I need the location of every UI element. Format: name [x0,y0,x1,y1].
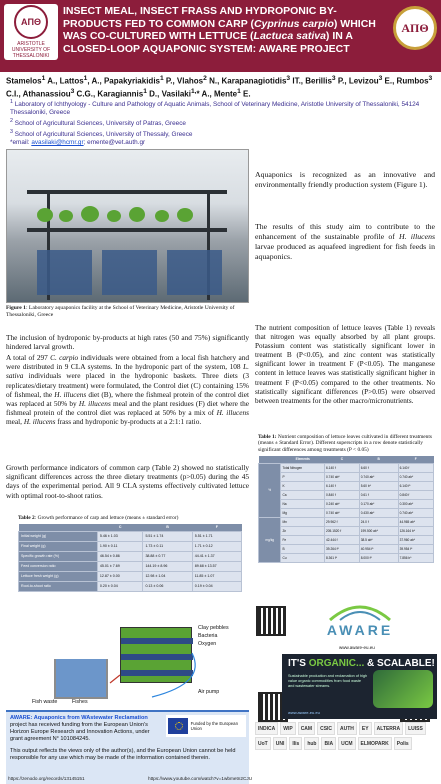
table2-cell: 46.54 ± 0.86 [97,551,143,561]
table1-row [259,472,434,481]
table2-header [19,524,98,531]
table1-row [259,499,434,508]
table1-row [259,544,434,553]
partner-logo: ALTERRA [374,722,404,735]
partner-logo: EY [359,722,372,735]
table1-row [259,517,434,526]
funding-disclaimer: This output reflects the views only of the author(s), and the European Union cannot be held responsible for any use which may be made of the information contained therein. [10,748,236,761]
table1-cell: 39.264 f* [325,544,360,553]
partner-logo: UCM [338,737,355,750]
table2-row [19,531,242,541]
table1-cell: 0.740 ab* [325,508,360,517]
table1-header: Elements [281,456,325,463]
table2-cell: 89.68 ± 13.57 [192,561,241,571]
auth-logo [4,4,58,60]
aware-logo [300,600,420,646]
qr-code-left-icon[interactable] [256,606,286,636]
table1-cell: Cu [281,553,325,562]
table1-cell: 6.60 f [359,463,398,472]
partner-logo: CAM [298,722,315,735]
affiliation-3: $^3$ School of Agricultural Sciences, University of Thessaly, Greece [10,129,193,139]
partner-logo: hub [304,737,319,750]
table1-cell: 8.361 f* [325,553,360,562]
results-paragraph: The nutrient composition of lettuce leaves (Table 1) reveals that nitrogen was equally absorbed by all plant groups. Potassium content was statistically significant lower in treatment B (P<0.05), and zinc content was statistically significant lower in treatment F (P<0.05). The manganese content in lettuce leaves was statistically significant higher in treatment F (P<0.05) compared to the other treatments. No statistically significant differences (P>0.05) were observed between treatments for the other macro/micronutrients. [255,324,435,405]
author-list: Stamelos$^1$ A., Lattos$^1$, A., Papakyriakidis$^1$ P., Vlahos$^2$ N., Karapanagiotidis$^3$ IT., Berillis$^3$ P., Levizou$^3$ E., Rumbos$^3$ C.I., Athanassiou$^3$ C.G., Karagiannis$^1$ D., Vasilaki$^{1,}$* A., Mente$^1$ E. [6,75,433,99]
vet-school-logo: ΑΠΘ [393,6,437,50]
partner-logo: UNI [273,737,288,750]
affiliation-1: $^1$ Laboratory of Ichthyology - Culture and Pathology of Aquatic Animals, School of Veterinary Medicine, Aristotle University of Thessaloniki, 54124 Thessaloniki, Greece [10,99,420,117]
table1-header: C [325,456,360,463]
table1-row [259,535,434,544]
table1-row [259,526,434,535]
table1-cell: Total Nitrogen [281,463,325,472]
table2-cell: 45.01 ± 7.69 [97,561,143,571]
partner-logo: INDICA [255,722,278,735]
table1-header: F [398,456,433,463]
partner-logo: UoT [255,737,271,750]
table1-row [259,463,434,472]
partner-logo: Ilis [289,737,302,750]
table1-cell: 8.000 f* [359,553,398,562]
auth-logo-caption: ARISTOTLE UNIVERSITY OF THESSALONIKI [11,41,51,59]
partner-logo: LUISS [405,722,426,735]
organic-banner [282,654,437,719]
eu-funding-label: Funded by the European Union [190,721,238,731]
aquaponics-loop-diagram [32,613,242,707]
partner-logo: CSIC [317,722,335,735]
table1-cell: 0.740 ab* [359,472,398,481]
table1-cell: 0.430 ab* [359,508,398,517]
methods-paragraph-2: A total of 297 C. carpio individuals were obtained from a local fish hatchery and were distributed in 9 CLA systems. In the hydroponic part of the system, 108 L. sativa individuals were placed in the hydroponic baskets. Three diets (3 replicates/dietary treatment) were formulated, the Control diet (C) containing 15% of fishmeal, the H. illucens diet (B), where the fishmeal protein of the control diet was replaced at 50% by H. illucens meal and the plant residues (F) diet where the fishmeal protein of the control diet was replaced at 50% by a mix of H. illucens meal, H. illucens frass and hydroponic by-products at a 2:1:1 ratio. [6,353,250,427]
partner-logo: WIP [280,722,295,735]
table2-row [19,551,242,561]
table1-group-label: mg/kg [259,517,281,562]
table1-cell: 0.170 ab* [359,499,398,508]
poster-header [0,0,441,72]
intro-paragraph-1: Aquaponics is recognized as an innovative and environmentally friendly production system (Figure 1). [255,170,435,189]
table2-row [19,581,242,591]
table2-cell: 5.46 ± 1.03 [97,531,143,541]
label-clay-pebbles: Clay pebbles [198,625,229,631]
table2-cell: Lettuce fresh weight (g) [19,571,98,581]
table1-cell: 5.60 b* [359,481,398,490]
partner-logo: AUTH [337,722,357,735]
youtube-link[interactable]: https://www.youtube.com/watch?v=1wbmetn2CJU [148,776,253,781]
table2-cell: 12.98 ± 1.04 [143,571,192,581]
table1-cell: 7.856 b* [398,553,433,562]
table1-cell: 24.0 f [359,517,398,526]
table2-row [19,541,242,551]
table1-cell: 0.740 ab* [325,472,360,481]
table2-cell: 0.13 ± 0.06 [143,581,192,591]
label-fish-waste: Fish waste [32,699,58,705]
aware-website[interactable]: www.aware-eu.eu [339,645,375,650]
table2-cell: 44.41 ± 1.37 [192,551,241,561]
table1-cell: 0.740 ab* [398,508,433,517]
table1-group-label: % [259,463,281,517]
table1-cell: Fe [281,535,325,544]
table1-cell: Mg [281,508,325,517]
table1-cell: 0.840 f [398,490,433,499]
label-air-pump: Air pump [198,689,220,695]
nutrient-composition-table [258,456,434,563]
table2-cell: 0.20 ± 0.04 [97,581,143,591]
table1-cell: 0.240 ab* [325,499,360,508]
table1-cell: B [281,544,325,553]
table1-cell: 6.140 f [398,463,433,472]
funding-box [6,710,249,784]
contact-email: *email: avasilaki@hcmr.gr; emente@vet.auth.gr [10,139,146,147]
aware-wordmark: AWARE [326,622,394,638]
table1-cell: 0.840 f [325,490,360,499]
table2-cell: Specific growth rate (%) [19,551,98,561]
table1-cell: 38.5 ab* [359,535,398,544]
table1-cell: 6.140 f [325,463,360,472]
table2-row [19,571,242,581]
partner-logo: Polis [394,737,412,750]
table1-row [259,490,434,499]
table2-cell: 144.19 ± 8.96 [143,561,192,571]
table1-cell: 126.164 b* [398,526,433,535]
eu-flag-icon [168,718,188,734]
table1-cell: 0.61 f [359,490,398,499]
eu-funding-badge [166,715,246,737]
poster-title: INSECT MEAL, INSECT FRASS AND HYDROPONIC BY-PRODUCTS FED TO COMMON CARP (Cyprinus carpio) WHICH WAS CO-CULTURED WITH LETTUCE (Lactuca sativa) IN A CLOSED-LOOP AQUAPONIC SYSTEM: AWARE PROJECT [63,5,376,55]
organic-subtitle: Sustainable production and reclamation of high value organic commodities from food waste and wastewater streams. [288,674,368,688]
label-oxygen: Oxygen [198,641,217,647]
funding-text: project has received funding from the European Union's Horizon Europe Research and Innovation Actions, under grant agreement N° 101084245. [10,722,150,742]
table1-cell: P [281,472,325,481]
aware-leaf-icon [325,600,395,622]
table1-cell: 6.140 f [325,481,360,490]
methods-paragraph-3: Growth performance indicators of common carp (Table 2) showed no statistically significant differences across the three dietary treatments (p>0.05) during the 45 days of the experimental period. All 9 CLA systems effectively cultivated lettuce with optimal root-to-shoot ratios. [6,463,249,500]
table1-cell: Na [281,499,325,508]
table2-cell: 12.87 ± 0.00 [97,571,143,581]
partner-logo: BIA [321,737,336,750]
organic-headline: IT'S ORGANIC... & SCALABLE! [288,658,435,669]
email-link[interactable]: avasilaki@hcmr.gr [31,139,84,147]
table1-row [259,553,434,562]
table1-cell: 39.954 f* [398,544,433,553]
table1-cell: Zn [281,526,325,535]
partner-logos [255,722,437,782]
table2-cell: 1.90 ± 0.11 [97,541,143,551]
table2-cell: Feed conversion ratio [19,561,98,571]
table1-cell: 205.1520 f [325,526,360,535]
table1-cell: 0.300 ab* [398,499,433,508]
growth-performance-table [18,524,242,592]
table2-cell: 11.85 ± 1.07 [192,571,241,581]
table2-header: C [97,524,143,531]
table1-header [259,456,281,463]
table1-cell: K [281,481,325,490]
auth-seal-icon: ΑΠΘ [14,5,48,39]
partner-logo: ELMOPARK [358,737,392,750]
table2-cell: 1.73 ± 0.11 [143,541,192,551]
table2-header: F [192,524,241,531]
table2-cell: 5.51 ± 1.71 [192,531,241,541]
table1-header: B [359,456,398,463]
table2-cell: 1.71 ± 0.12 [192,541,241,551]
table2-cell: Initial weight (g) [19,531,98,541]
table1-row [259,481,434,490]
table1-row [259,508,434,517]
table1-cell: 42.444 f [325,535,360,544]
aquaponics-facility-photo [6,149,249,303]
zenodo-link[interactable]: https://zenodo.org/records/13145151 [8,776,85,781]
table2-cell: 5.51 ± 1.74 [143,531,192,541]
label-fishes: Fishes [72,699,88,705]
table2-cell: 38.88 ± 0.77 [143,551,192,561]
table1-cell: 6.140 f* [398,481,433,490]
affiliations [10,98,430,147]
table2-cell: Final weight (g) [19,541,98,551]
table1-cell: 29.962 f [325,517,360,526]
affiliation-2: $^2$ School of Agricultural Sciences, University of Patras, Greece [10,118,186,128]
table1-cell: 199.500 ab* [359,526,398,535]
label-bacteria: Bacteria [198,633,218,639]
table1-title: Table 1: Nutrient composition of lettuce leaves cultivated in different treatments (means ± Standard Error). Different superscripts in a row denote statistically significant differences among treatments (P < 0.05) [258,434,432,453]
table1-cell: Mn [281,517,325,526]
organic-url[interactable]: www.aware-eu.eu [288,710,320,715]
table1-cell: 40.954 f* [359,544,398,553]
table2-header: B [143,524,192,531]
methods-paragraph-1: The inclusion of hydroponic by-products at high rates (50 and 75%) significantly hindered larval growth. [6,333,249,352]
funding-lead: AWARE: Aquaponics from WAstewater Reclamation [10,715,148,721]
table2-row [19,561,242,571]
table2-title: Table 2: Growth performance of carp and lettuce (means ± standard error) [18,515,179,521]
table2-cell: 0.19 ± 0.04 [192,581,241,591]
intro-paragraph-2: The results of this study aim to contribute to the enhancement of the sustainable profile of H. illucens larvae produced as aquafeed ingredient for fish feeds in aquaponics. [255,222,436,261]
table2-cell: Root-to-shoot ratio [19,581,98,591]
table1-cell: 37.960 ab* [398,535,433,544]
figure1-caption: Figure 1: Laboratory aquaponics facility at the School of Veterinary Medicine, Aristotle University of Thessaloniki, Greece [6,305,235,318]
table1-cell: 44.965 ab* [398,517,433,526]
table1-cell: 0.740 ab* [398,472,433,481]
table1-cell: Ca [281,490,325,499]
organic-illustration [373,670,433,708]
